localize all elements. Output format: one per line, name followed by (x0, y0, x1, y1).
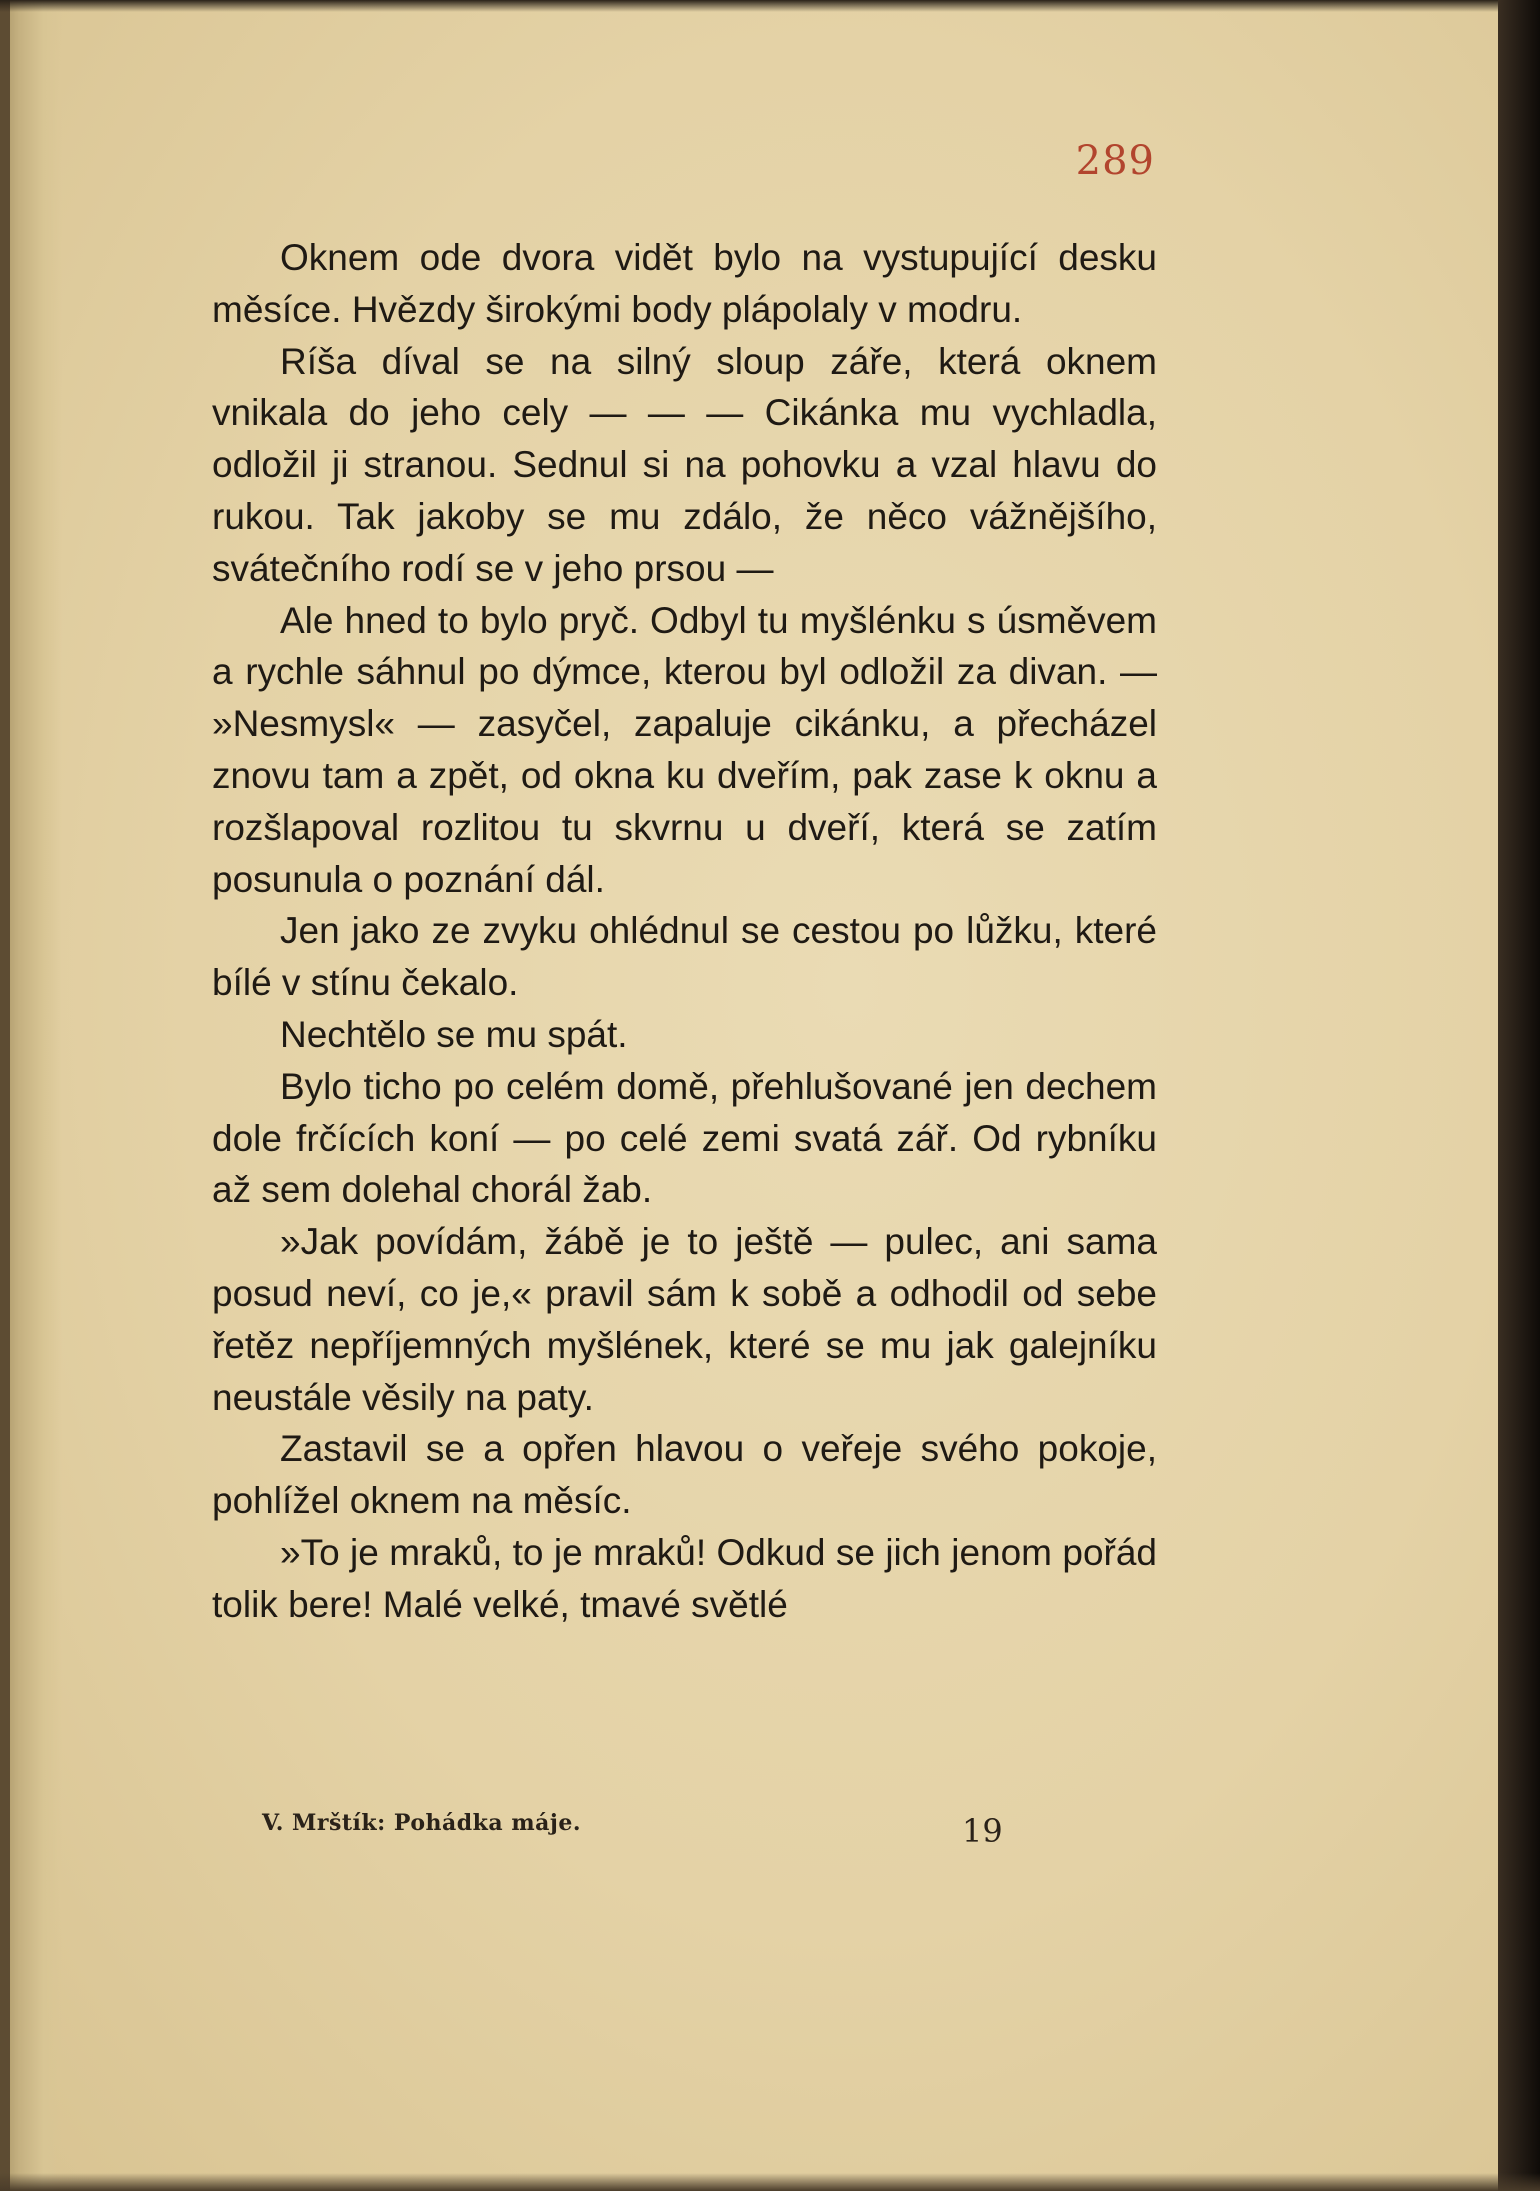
page-right-edge (1498, 0, 1540, 2191)
printer-signature: V. Mrštík: Pohádka máje. (262, 1810, 581, 1836)
paragraph: Nechtělo se mu spát. (280, 1013, 628, 1055)
paragraph: »To je mraků, to je mraků! Odkud se jich jenom pořád tolik bere! Malé velké, tmavé světlé (212, 1531, 1157, 1625)
page-top-edge (0, 0, 1540, 12)
page-number: 289 (1075, 138, 1155, 184)
paragraph: Zastavil se a opřen hlavou o veřeje svého pokoje, pohlížel oknem na měsíc. (212, 1428, 1157, 1522)
signature-mark: 19 (962, 1812, 1003, 1850)
paragraph: »Jak povídám, žábě je to ještě — pulec, ani sama posud neví, co je,« pravil sám k sobě a odhodil od sebe řetěz nepříjemných myšlének, které se mu jak galejníku neustále věsily na paty. (212, 1221, 1157, 1418)
paragraph: Jen jako ze zvyku ohlédnul se cestou po lůžku, které bílé v stínu čekalo. (212, 910, 1157, 1004)
book-spine-edge (0, 0, 10, 2191)
paragraph: Ale hned to bylo pryč. Odbyl tu myšlénku s úsměvem a rychle sáhnul po dýmce, kterou byl odložil za divan. — »Nesmysl« — zasyčel, zapaluje cikánku, a přecházel znovu tam a zpět, od okna ku dveřím, pak zase k oknu a rozšlapoval rozlitou tu skvrnu u dveří, která se zatím posunula o poznání dál. (212, 599, 1157, 900)
paragraph: Oknem ode dvora vidět bylo na vystupující desku měsíce. Hvězdy širokými body plápolaly v modru. (212, 237, 1157, 330)
paragraph: Bylo ticho po celém domě, přehlušované jen dechem dole frčících koní — po celé zemi svatá zář. Od rybníku až sem dolehal chorál žab. (212, 1065, 1157, 1211)
paragraph: Ríša díval se na silný sloup záře, která oknem vnikala do jeho cely — — — Cikánka mu vychladla, odložil ji stranou. Sednul si na pohovku a vzal hlavu do rukou. Tak jakoby se mu zdálo, že něco vážnějšího, svátečního rodí se v jeho prsou — (212, 340, 1157, 589)
body-text (212, 232, 1157, 1631)
page-bottom-edge (0, 2173, 1540, 2191)
